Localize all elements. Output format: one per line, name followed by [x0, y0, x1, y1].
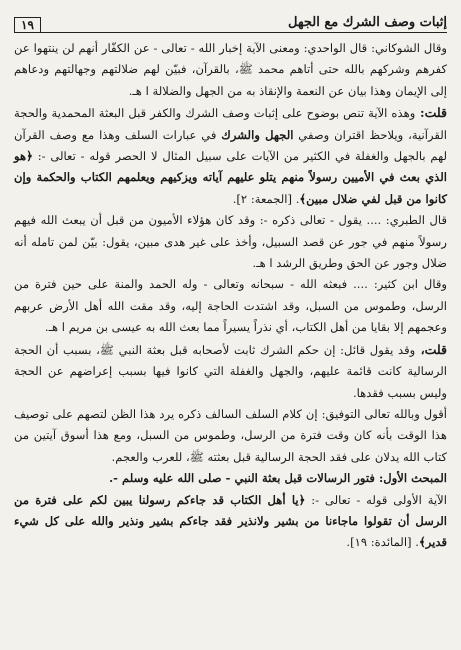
text-segment: الجهل والشرك	[221, 127, 294, 142]
text-segment: في عبارات السلف وهذا مع وصف القرآن لهم بالجهل والغفلة في الكثير من الآيات على سبيل المثال لا الحصر قوله - تعالى -:	[14, 127, 447, 164]
page-number: ١٩	[14, 17, 41, 33]
paragraph-p8	[14, 490, 447, 554]
text-segment: ﴿يا أهل الكتاب قد جاءكم رسولنا يبين لكم على فترة من الرسل أن تقولوا ماجاءنا من بشير ولانذير فقد جاءكم بشير ونذير والله على كل شيء قدير﴾	[14, 492, 447, 550]
text-segment: . [المائدة: ١٩].	[346, 535, 419, 550]
page-header	[14, 8, 447, 33]
paragraph-p6	[14, 404, 447, 468]
text-segment: وقد يقول قائل: إن حكم الشرك ثابت لأصحابه قبل بعثة النبي ﷺ، بسبب أن الحجة الرسالية كانت قائمة عليهم، والجهل والغفلة التي كانوا فيها بسبب إعراضهم عن الحجة وليس بسبب فقدها.	[14, 342, 447, 400]
text-segment: . [الجمعة: ٢].	[232, 191, 300, 206]
text-segment: وقال ابن كثير: .... فبعثه الله - سبحانه وتعالى - وله الحمد والمنة على حين فترة من الرسل، وطموس من السبل، وقد اشتدت الحاجة إليه، وقد مقت الله أهل الأرض عربهم وعجمهم إلا بقايا من أهل الكتاب، أي نذراً يسيراً مما بعث الله به عيسى بن مريم ا هـ.	[14, 277, 447, 335]
paragraph-p5	[14, 339, 447, 404]
paragraph-p3	[14, 210, 447, 274]
page-body	[14, 38, 447, 640]
paragraph-p4	[14, 274, 447, 338]
text-segment: قال الطبري: .... يقول - تعالى ذكره -: وقد كان هؤلاء الأميون من قبل أن يبعث الله فيهم رسولاً منهم في جور عن قصد السبيل، وأخذ على غير هدى مبين، يقول: بيّن لمن تامله أنه ضلال وجور عن الحق وطريق الرشد ا هـ.	[14, 213, 447, 271]
text-segment: وهذه الآية تنص بوضوح على إثبات وصف الشرك والكفر قبل البعثة المحمدية والحجة القرآنية، ويلاحظ اقتران وصفي	[14, 106, 448, 142]
text-segment: وقال الشوكاني: قال الواحدي: ومعنى الآية إخبار الله - تعالى - عن الكفّار أنهم لن ينتهوا عن كفرهم وشركهم بالله حتى أتاهم محمد ﷺ، بالقرآن، فبيّن لهم ضلالتهم وجهالتهم ودعاهم إلى الإيمان وهذا بيان عن النعمة والإنقاذ به من الجهل والضلالة ا هـ.	[14, 41, 447, 98]
keyword-label: قلت:	[415, 105, 448, 121]
text-segment: الآية الأولى قوله - تعالى -:	[305, 492, 447, 507]
paragraph-p2	[14, 102, 447, 210]
text-segment: ﴿هو الذي بعث في الأميين رسولاً منهم يتلو عليهم آياته ويزكيهم ويعلمهم الكتاب والحكمة وإن كانوا من قبل لفي ضلال مبين﴾	[14, 149, 447, 206]
keyword-label: قلت،	[415, 341, 448, 357]
section-heading: المبحث الأول: فتور الرسالات قبل بعثة النبي - صلى الله عليه وسلم -.	[109, 471, 447, 486]
paragraph-p7	[14, 468, 447, 489]
paragraph-p1	[14, 38, 447, 102]
text-segment: أقول وبالله تعالى التوفيق: إن كلام السلف السالف ذكره يرد هذا الظن لتصهم على توصيف هذا الوقت بأنه كان وقت فترة من الرسل، وطموس من السبل، ومع هذا أسوق آيتين من كتاب الله يدلان على فقد الحجة الرسالية قبل بعثته ﷺ، للعرب والعجم.	[14, 406, 447, 464]
running-title: إثبات وصف الشرك مع الجهل	[288, 15, 447, 30]
